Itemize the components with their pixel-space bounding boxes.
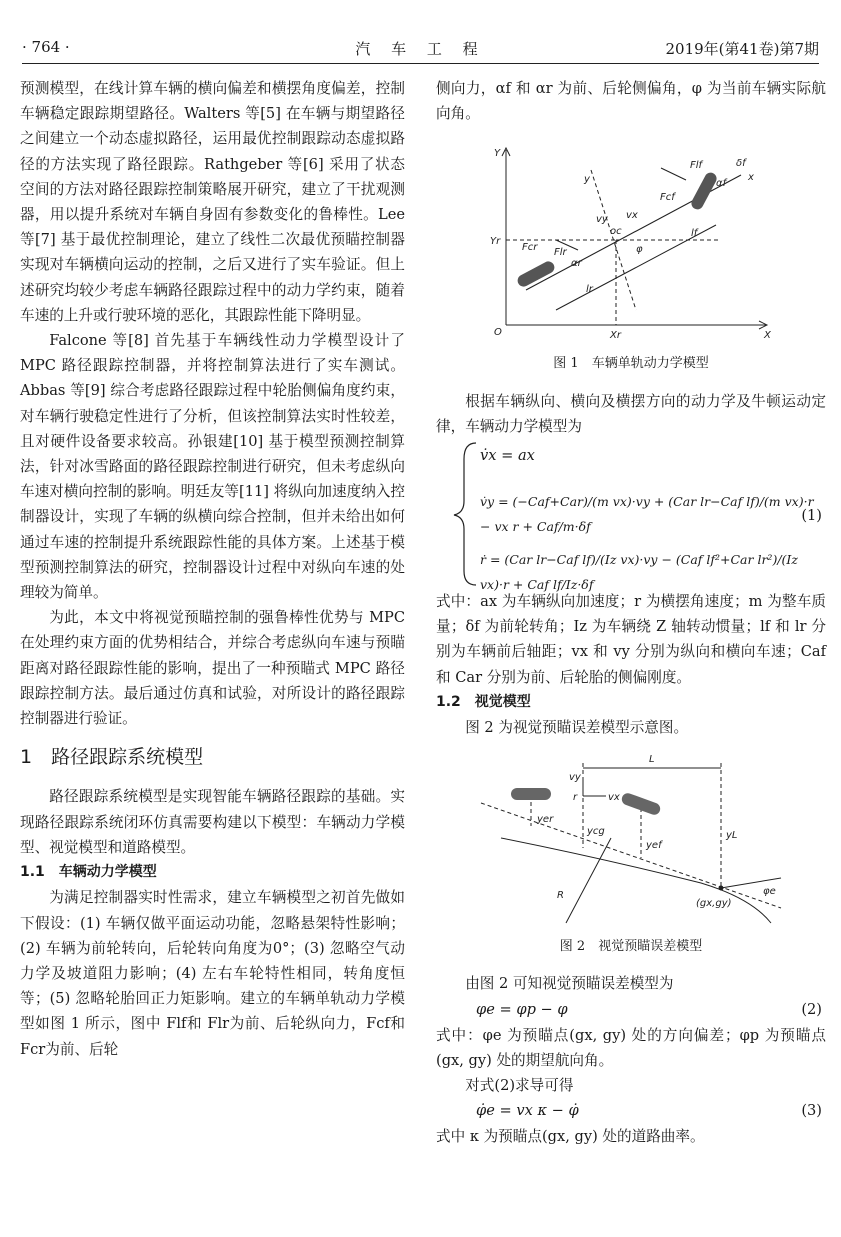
fcf-label: Fcf bbox=[660, 192, 675, 204]
flr-label: Flr bbox=[554, 247, 567, 259]
yer-label: yer bbox=[537, 814, 554, 826]
fcr-label: Fcr bbox=[522, 242, 538, 254]
paragraph: 为满足控制器实时性需求，建立车辆模型之初首先做如下假设：(1) 车辆仅做平面运动功能，忽略悬架特性影响；(2) 车辆为前轮转向，后轮转向角度为0°；(3) 忽略空气动力学及坡道阻力影响；(4) 左右车轮特性相同，转角度恒等；(5) 忽略轮胎回正力矩影响。建立的车辆单轨动力学模型如图 1 所示，图中 Flf和 Flr为前、后轮纵向力，Fcf和 Fcr为前、后轮 bbox=[20, 889, 405, 1058]
equation-3-body: φ̇e = vx κ − φ̇ bbox=[476, 1102, 579, 1120]
paragraph: 式中：φe 为预瞄点(gx, gy) 处的方向偏差；φp 为预瞄点(gx, gy) 处的期望航向角。 bbox=[436, 1026, 826, 1069]
axis-x-label: X bbox=[764, 330, 771, 342]
equation-brace bbox=[436, 439, 486, 589]
equation-number: (3) bbox=[801, 1102, 822, 1120]
vy-label: vy bbox=[569, 772, 581, 784]
paragraph: 根据车辆纵向、横向及横摆方向的动力学及牛顿运动定律，车辆动力学模型为 bbox=[436, 392, 826, 435]
equation-number: (1) bbox=[801, 507, 822, 525]
journal-title: 汽 车 工 程 bbox=[355, 40, 486, 58]
lr-label: lr bbox=[586, 284, 593, 296]
yl-label: yL bbox=[726, 830, 738, 842]
paragraph: 由图 2 可知视觉预瞄误差模型为 bbox=[465, 975, 674, 993]
phi-e-label: φe bbox=[763, 886, 776, 898]
vx-label: vx bbox=[626, 210, 638, 222]
vx-label: vx bbox=[608, 792, 620, 804]
paragraph: 式中：ax 为车辆纵向加速度；r 为横摆角速度；m 为整车质量；δf 为前轮转角；Iz 为车辆绕 Z 轴转动惯量；lf 和 lr 分别为车辆前后轴距；vx 和 vy 分别为纵向和横向车速；Caf和 Car 分别为前、后轮胎的侧偏刚度。 bbox=[436, 593, 826, 686]
equation-1-line-1: v̇x = ax bbox=[480, 447, 535, 465]
section-heading: 1 路径跟踪系统模型 bbox=[20, 746, 204, 769]
x-label: x bbox=[748, 172, 754, 184]
oc-label: oc bbox=[610, 226, 622, 238]
xr-label: Xr bbox=[610, 330, 621, 342]
left-column bbox=[20, 76, 405, 1062]
figure-2-preview-model bbox=[471, 748, 791, 928]
origin-label: O bbox=[494, 327, 502, 339]
right-column bbox=[436, 76, 826, 1149]
equation-2-body: φe = φp − φ bbox=[476, 1000, 568, 1018]
preview-point-label: (gx,gy) bbox=[696, 898, 732, 910]
paragraph: 图 2 为视觉预瞄误差模型示意图。 bbox=[465, 719, 689, 737]
page-number: · 764 · bbox=[22, 38, 70, 56]
paragraph: 路径跟踪系统模型是实现智能车辆路径跟踪的基础。实现路径跟踪系统闭环仿真需要构建以下模型：车辆动力学模型、视觉模型和道路模型。 bbox=[20, 788, 405, 856]
equation-1 bbox=[436, 439, 826, 593]
equation-number: (2) bbox=[801, 1000, 822, 1018]
vy-label: vy bbox=[596, 214, 608, 226]
paragraph: 预测模型，在线计算车辆的横向偏差和横摆角度偏差，控制车辆稳定跟踪期望路径。Walters 等[5] 在车辆与期望路径之间建立一个动态虚拟路径，运用最优控制跟踪动态虚拟路径的方法实现了路径跟踪。Rathgeber 等[6] 采用了状态空间的方法对路径跟踪控制策略展开研究，建立了干扰观测器，用以提升系统对车辆自身固有参数变化的鲁棒性。Lee 等[7] 基于最优控制理论，建立了线性二次最优预瞄控制器实现对车辆横向运动的控制，之后又进行了实车验证。但上述研究均较少考虑车辆路径跟踪过程中的动力学约束，随着车速的上升或行驶环境的恶化，其跟踪性能下降明显。 bbox=[20, 80, 405, 324]
flf-label: Flf bbox=[690, 160, 703, 172]
issue-info: 2019年(第41卷)第7期 bbox=[665, 40, 819, 58]
equation-1-line-2: v̇y = (−Caf+Car)/(m vx)·vy + (Car lr−Caf lf)/(m vx)·r − vx r + Caf/m·δf bbox=[480, 494, 814, 535]
r-radius-label: R bbox=[557, 890, 564, 902]
delta-f-label: δf bbox=[736, 158, 746, 170]
alpha-r-label: αr bbox=[571, 258, 582, 270]
paragraph: 侧向力，αf 和 αr 为前、后轮侧偏角，φ 为当前车辆实际航向角。 bbox=[436, 80, 826, 123]
subsection-heading: 1.2 视觉模型 bbox=[436, 693, 531, 710]
phi-label: φ bbox=[636, 244, 643, 256]
axis-y-label: Y bbox=[494, 148, 501, 160]
paragraph: 式中 κ 为预瞄点(gx, gy) 处的道路曲率。 bbox=[436, 1128, 705, 1146]
paragraph: Falcone 等[8] 首先基于车辆线性动力学模型设计了 MPC 路径跟踪控制器，并将控制算法进行了实车测试。Abbas 等[9] 综合考虑路径跟踪过程中轮胎侧偏角度约束，对车辆行驶稳定性进行了分析，但该控制算法实时性较差，且对硬件设备要求较高。孙银建[10] 基于模型预测控制算法，针对冰雪路面的路径跟踪控制进行研究，但未考虑纵向车速对横向控制的影响。明廷友等[11] 将纵向加速度纳入控制器设计，实现了车辆的纵横向综合控制，但并未给出如何通过车速的控制提升系统跟踪性能的具体方案。上述基于模型预测控制算法的研究，控制器设计过程中对纵向车速的处理较为简单。 bbox=[20, 332, 405, 602]
r-label: r bbox=[573, 792, 578, 804]
figure-1-caption: 图 1 车辆单轨动力学模型 bbox=[553, 356, 709, 372]
header-rule bbox=[22, 63, 819, 64]
alpha-f-label: αf bbox=[716, 178, 727, 190]
paragraph: 为此，本文中将视觉预瞄控制的强鲁棒性优势与 MPC 在处理约束方面的优势相结合，并综合考虑纵向车速与预瞄距离对路径跟踪性能的影响，提出了一种预瞄式 MPC 路径跟踪控制方法。最后通过仿真和试验，对所设计的路径跟踪控制器进行验证。 bbox=[20, 609, 405, 728]
figure-1-vehicle-model bbox=[486, 140, 776, 345]
equation-1-line-3: ṙ = (Car lr−Caf lf)/(Iz vx)·vy − (Caf lf²+Car lr²)/(Iz vx)·r + Caf lf/Iz·δf bbox=[480, 552, 798, 593]
figure-2-caption: 图 2 视觉预瞄误差模型 bbox=[559, 939, 703, 955]
paragraph: 对式(2)求导可得 bbox=[465, 1077, 574, 1095]
ycg-label: ycg bbox=[587, 826, 605, 838]
subsection-heading: 1.1 车辆动力学模型 bbox=[20, 864, 157, 881]
equation-2 bbox=[436, 997, 826, 1023]
equation-3 bbox=[436, 1098, 826, 1124]
lf-label: lf bbox=[691, 228, 698, 240]
y-label: y bbox=[584, 174, 590, 186]
l-label: L bbox=[649, 754, 655, 766]
yr-label: Yr bbox=[490, 236, 501, 248]
yef-label: yef bbox=[646, 840, 662, 852]
